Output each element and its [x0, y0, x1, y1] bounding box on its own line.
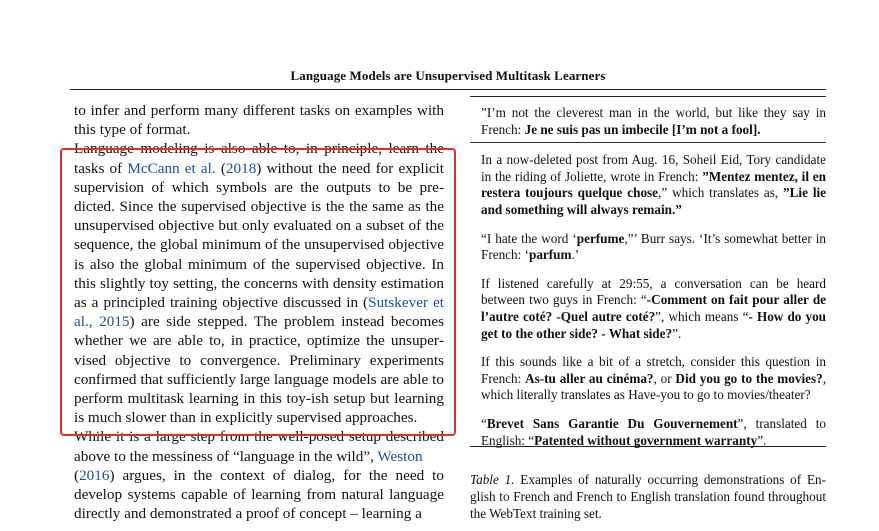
citation-mccann-open: ( [215, 159, 226, 177]
row-text: In a now-deleted post from Aug. 16, Soheil Eid, Tory candidate in the riding of Joliette, wrote in French: [481, 152, 826, 184]
row-text: ”. [757, 432, 767, 448]
weston-text-1: While it is a large step from the well-posed setup described above to the messiness of “language in the wild”, [74, 428, 444, 465]
row-text: , or [653, 370, 676, 386]
row-french-quote: As-tu aller au cinéma? [525, 370, 654, 386]
citation-weston-open: ( [74, 466, 80, 484]
citation-weston-name[interactable]: Weston [377, 447, 423, 465]
table-caption [470, 471, 826, 522]
table-row [481, 231, 826, 264]
row-english-quote: ”Lie lie and something will always remain.” [481, 185, 827, 217]
weston-paragraph [74, 427, 444, 523]
row-french-quote: Brevet Sans Garantie Du Gouvernement [486, 415, 738, 431]
citation-mccann-name[interactable]: McCann et al. [127, 159, 216, 177]
row-text: ,” which translates as, [658, 185, 784, 201]
row-text: .’ [571, 247, 580, 263]
caption-text: Examples of naturally occurring demonstrations of English to French and French to English translation found throughout the WebText training set. [470, 472, 827, 521]
row-text: ”, which means “ [655, 308, 749, 324]
highlight-text-2: ) without the need for explicit supervision of which symbols are the outputs to be predicted. Since the supervised objective is the the same as the unsupervised objective but only evaluated on a subset of the sequence, the global minimum of the unsupervised objective is also the global minimum of the supervised objective. In this slightly toy setting, the concerns with density estimation as a principled training objective discussed in ( [74, 159, 445, 312]
table-row [481, 416, 826, 449]
row-text: If this sounds like a bit of a stretch, consider this question in French: [481, 354, 826, 386]
header-rule [70, 89, 826, 90]
weston-text-2: ) argues, in the context of dialog, for the need to develop systems capable of learning from natural language directly and demonstrated a proof of concept – learning a [74, 466, 444, 523]
citation-sutskever[interactable]: Sutskever et al., 2015 [74, 294, 445, 331]
row-text: ”, translated to English: “ [481, 415, 826, 448]
row-french-quote: Je ne suis pas un imbecile [I’m not a fool]. [524, 121, 761, 137]
row-french-word: parfum [528, 247, 572, 263]
red-highlight-box [60, 148, 456, 436]
table-row [481, 152, 826, 218]
row-text: If listened carefully at 29:55, a conversation can be heard between two guys in French: “ [481, 275, 826, 308]
table-top-rule [470, 96, 826, 97]
row-french-quote: ”Mentez mentez, il en restera toujours quelque chose [481, 168, 826, 201]
table-row [481, 105, 826, 138]
table-row [481, 276, 826, 342]
row-text: , which literally translates as Have-you to go to movies/theater? [481, 370, 826, 403]
table-1 [481, 105, 826, 449]
row-text: ”. [672, 325, 682, 341]
caption-label: Table 1. [470, 472, 515, 487]
row-french-quote: -Comment on fait pour aller de l’autre coté? -Quel autre coté? [481, 292, 827, 324]
row-text: ,”’ Burr says. ‘It’s somewhat better in French: ‘ [481, 230, 826, 263]
running-header: Language Models are Unsupervised Multitask Learners [290, 68, 606, 83]
row-english-quote: - How do you get to the other side? - What side? [481, 308, 827, 341]
row-english-word: perfume [576, 230, 625, 246]
highlight-text-3: ) are side stepped. The problem instead becomes whether we are able to, in practice, optimize the unsupervised objective to convergence. Preliminary experiments confirmed that sufficiently large language models are able to perform multitask learning in this toy-ish setup but learning is much slower than in explicitly supervised approaches. [74, 313, 445, 427]
highlight-text-1: Language modeling is also able to, in principle, learn the tasks of [74, 140, 444, 177]
citation-mccann-year[interactable]: 2018 [225, 159, 257, 177]
row-english-quote: Patented without government warranty [534, 432, 758, 448]
intro-paragraph: to infer and perform many different tasks on examples with this type of format. [74, 102, 444, 139]
row-text: ”I’m not the cleverest man in the world, but like they say in French: [481, 105, 826, 137]
row-text: “I hate the word ‘ [481, 230, 577, 246]
citation-weston-year[interactable]: 2016 [79, 466, 110, 484]
table-row [481, 354, 826, 404]
row-english-quote: Did you go to the movies? [675, 370, 823, 386]
row-text: “ [481, 415, 487, 431]
